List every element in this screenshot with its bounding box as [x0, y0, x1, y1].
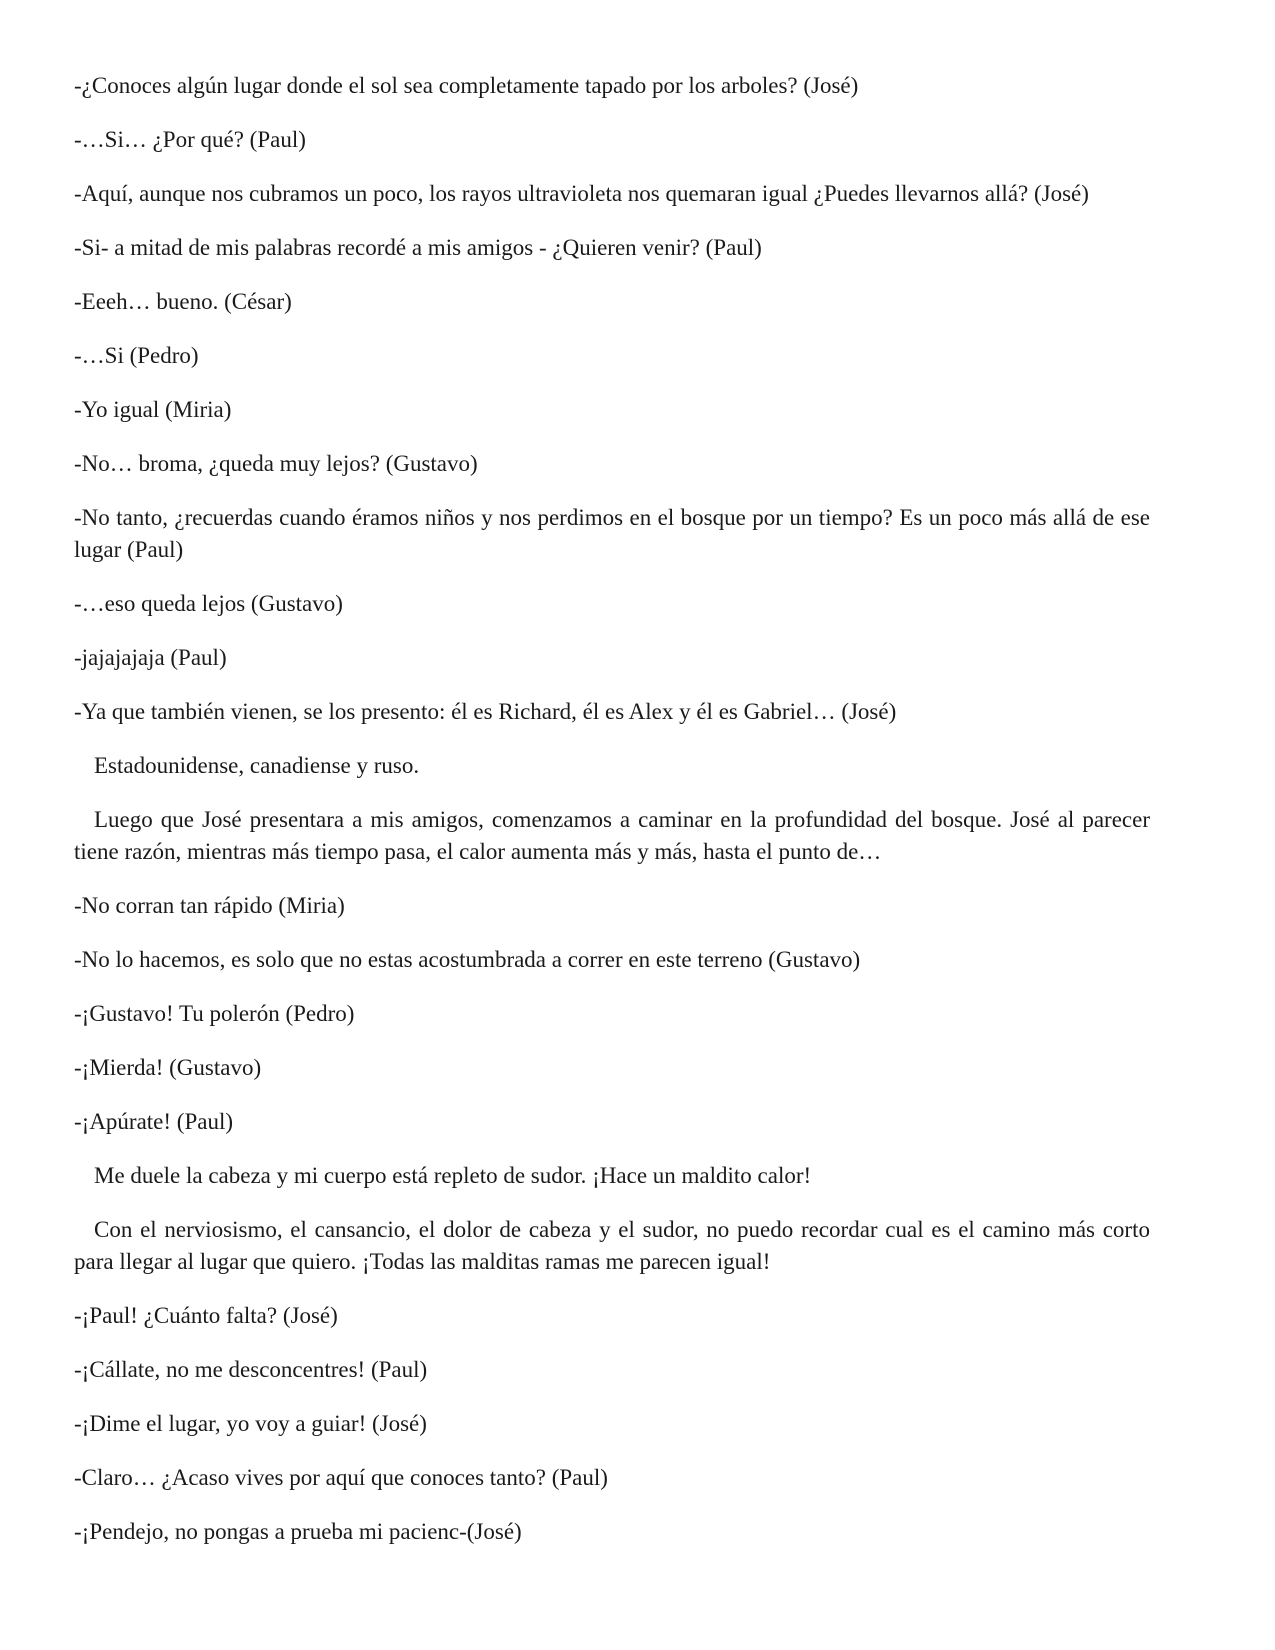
narration-paragraph: Me duele la cabeza y mi cuerpo está repleto de sudor. ¡Hace un maldito calor!	[94, 1163, 812, 1188]
dialogue-line: -¡Pendejo, no pongas a prueba mi pacienc-(José)	[74, 1519, 522, 1544]
dialogue-line: -jajajajaja (Paul)	[74, 645, 227, 670]
dialogue-line: -No… broma, ¿queda muy lejos? (Gustavo)	[74, 451, 478, 476]
dialogue-line: -Si- a mitad de mis palabras recordé a mis amigos - ¿Quieren venir? (Paul)	[74, 235, 762, 260]
dialogue-line: -…Si… ¿Por qué? (Paul)	[74, 127, 306, 152]
document-body	[74, 70, 1150, 1548]
dialogue-line: -¡Gustavo! Tu polerón (Pedro)	[74, 1001, 355, 1026]
dialogue-line: -¡Paul! ¿Cuánto falta? (José)	[74, 1303, 338, 1328]
dialogue-line: -No lo hacemos, es solo que no estas acostumbrada a correr en este terreno (Gustavo)	[74, 947, 861, 972]
dialogue-line: -No tanto, ¿recuerdas cuando éramos niños y nos perdimos en el bosque por un tiempo? Es un poco más allá de ese lugar (Paul)	[74, 505, 1150, 562]
dialogue-line: -¡Cállate, no me desconcentres! (Paul)	[74, 1357, 428, 1382]
dialogue-line: -Yo igual (Miria)	[74, 397, 232, 422]
narration-paragraph: Con el nerviosismo, el cansancio, el dolor de cabeza y el sudor, no puedo recordar cual es el camino más corto para llegar al lugar que quiero. ¡Todas las malditas ramas me parecen igual!	[74, 1217, 1150, 1274]
dialogue-line: -¡Mierda! (Gustavo)	[74, 1055, 262, 1080]
dialogue-line: -Aquí, aunque nos cubramos un poco, los rayos ultravioleta nos quemaran igual ¿Puedes llevarnos allá? (José)	[74, 181, 1089, 206]
dialogue-line: -…eso queda lejos (Gustavo)	[74, 591, 343, 616]
dialogue-line: -¡Dime el lugar, yo voy a guiar! (José)	[74, 1411, 427, 1436]
dialogue-line: -Claro… ¿Acaso vives por aquí que conoces tanto? (Paul)	[74, 1465, 608, 1490]
narration-paragraph: Estadounidense, canadiense y ruso.	[94, 753, 420, 778]
narration-paragraph: Luego que José presentara a mis amigos, comenzamos a caminar en la profundidad del bosque. José al parecer tiene razón, mientras más tiempo pasa, el calor aumenta más y más, hasta el punto de…	[74, 807, 1150, 864]
dialogue-line: -¡Apúrate! (Paul)	[74, 1109, 234, 1134]
dialogue-line: -No corran tan rápido (Miria)	[74, 893, 345, 918]
dialogue-line: -Eeeh… bueno. (César)	[74, 289, 292, 314]
dialogue-line: -¿Conoces algún lugar donde el sol sea completamente tapado por los arboles? (José)	[74, 73, 859, 98]
dialogue-line: -…Si (Pedro)	[74, 343, 199, 368]
dialogue-line: -Ya que también vienen, se los presento: él es Richard, él es Alex y él es Gabriel… (José)	[74, 699, 897, 724]
